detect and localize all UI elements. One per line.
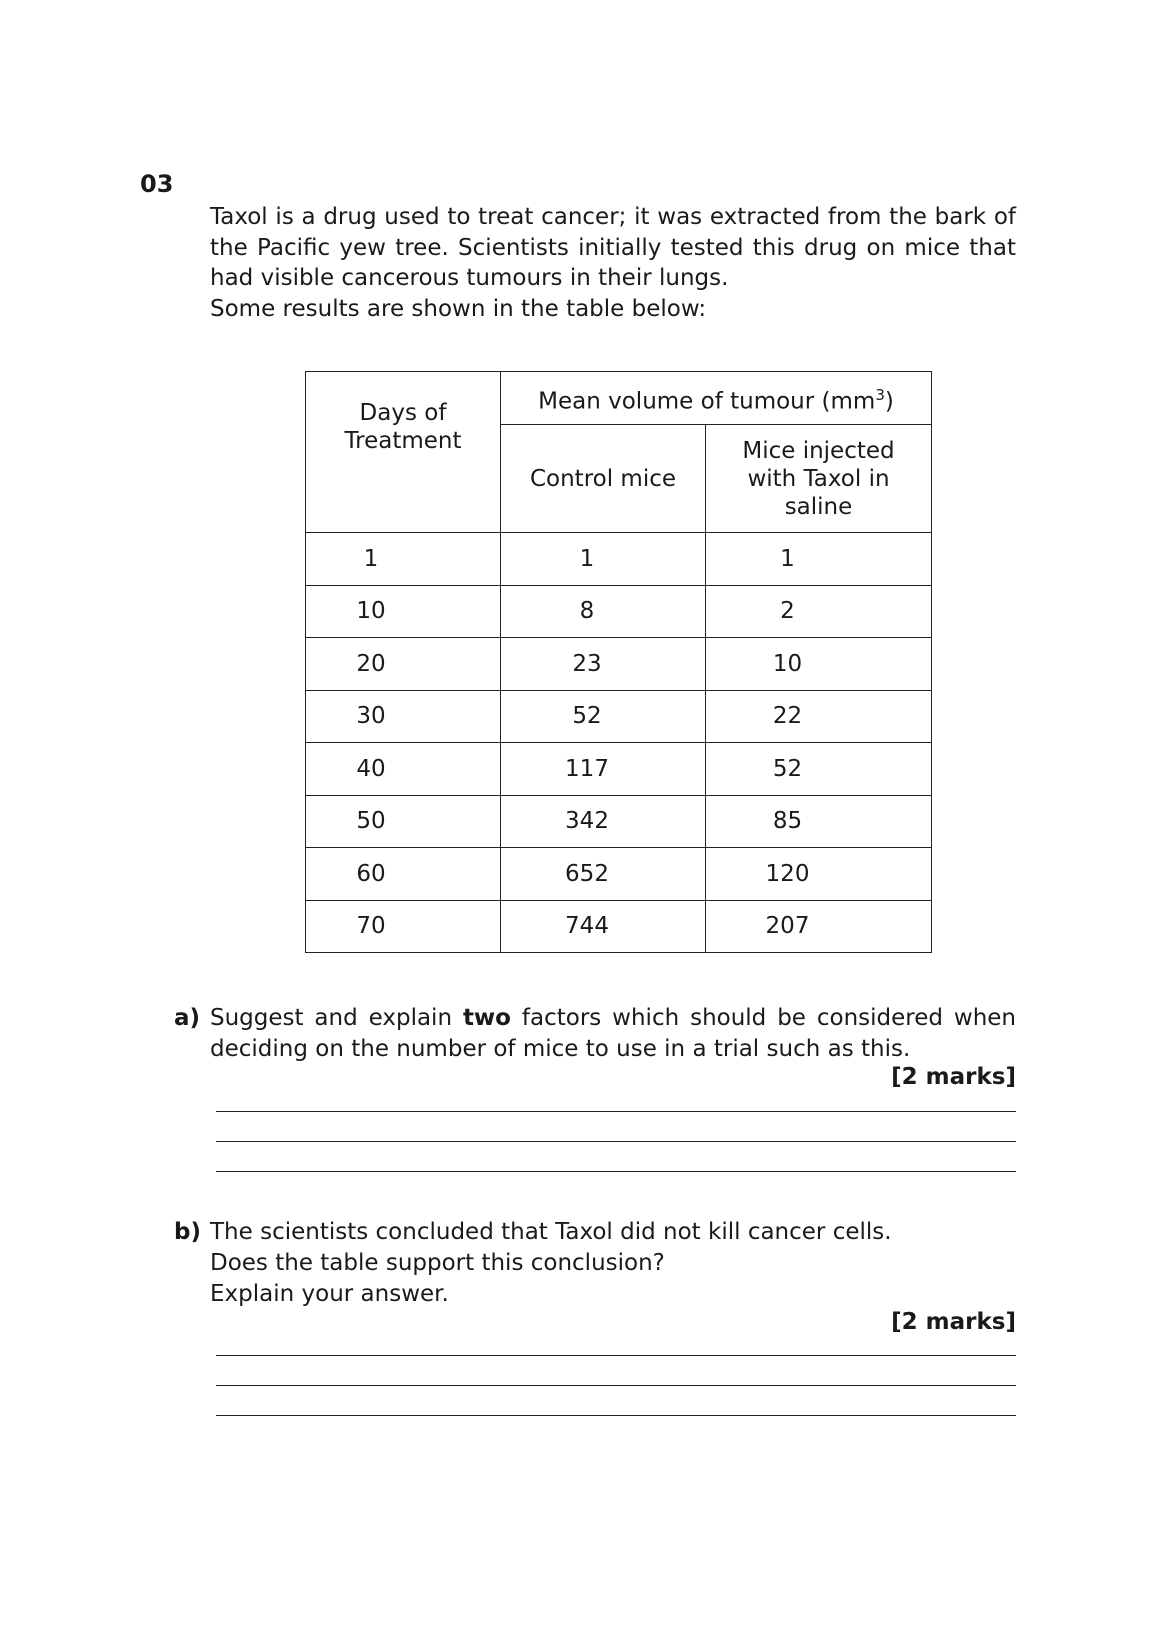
part-a-text-start: Suggest and explain <box>210 1005 463 1031</box>
part-a-label: a) <box>174 1005 201 1031</box>
table-row <box>306 795 932 848</box>
part-a-question <box>210 1003 1016 1065</box>
part-a-emphasis: two <box>462 1005 511 1031</box>
control-cell: 342 <box>501 795 706 848</box>
part-a-answer-line[interactable] <box>216 1111 1016 1112</box>
results-table <box>305 371 932 953</box>
mean-volume-header-close: ) <box>884 388 894 415</box>
table-row <box>306 533 932 586</box>
taxol-cell: 1 <box>706 533 932 586</box>
part-a-text-end: factors which should be considered when deciding on the number of mice to use in a trial such as this. <box>210 1005 1016 1062</box>
days-cell: 20 <box>306 638 501 691</box>
taxol-cell: 85 <box>706 795 932 848</box>
control-cell: 1 <box>501 533 706 586</box>
control-cell: 23 <box>501 638 706 691</box>
part-a <box>174 1003 1016 1065</box>
part-b <box>174 1217 1016 1310</box>
part-b-line: Explain your answer. <box>210 1281 449 1307</box>
mean-volume-header-superscript: 3 <box>875 385 885 404</box>
days-cell: 40 <box>306 743 501 796</box>
part-b-line: The scientists concluded that Taxol did not kill cancer cells. <box>210 1219 892 1245</box>
part-a-marks: [2 marks] <box>891 1064 1016 1090</box>
days-cell: 30 <box>306 690 501 743</box>
mean-volume-header <box>501 372 932 425</box>
taxol-mice-header: Mice injected with Taxol in saline <box>706 425 932 533</box>
part-b-marks: [2 marks] <box>891 1309 1016 1335</box>
table-row <box>306 585 932 638</box>
taxol-cell: 120 <box>706 848 932 901</box>
part-b-answer-line[interactable] <box>216 1355 1016 1356</box>
control-cell: 744 <box>501 900 706 953</box>
table-header-row <box>306 372 932 425</box>
days-cell: 1 <box>306 533 501 586</box>
part-b-answer-line[interactable] <box>216 1385 1016 1386</box>
intro-paragraph: Taxol is a drug used to treat cancer; it was extracted from the bark of the Pacific yew tree. Scientists initially tested this drug on mice that had visible cancerous tumours in their lungs. <box>210 204 1016 291</box>
control-cell: 117 <box>501 743 706 796</box>
part-b-line: Does the table support this conclusion? <box>210 1250 665 1276</box>
control-cell: 652 <box>501 848 706 901</box>
table-row <box>306 743 932 796</box>
part-b-label: b) <box>174 1219 201 1245</box>
taxol-cell: 52 <box>706 743 932 796</box>
intro-table-lead: Some results are shown in the table below: <box>210 295 707 322</box>
days-cell: 10 <box>306 585 501 638</box>
taxol-cell: 2 <box>706 585 932 638</box>
table-row <box>306 900 932 953</box>
days-cell: 50 <box>306 795 501 848</box>
table-row <box>306 638 932 691</box>
control-cell: 52 <box>501 690 706 743</box>
taxol-cell: 10 <box>706 638 932 691</box>
control-mice-header: Control mice <box>501 425 706 533</box>
table-row <box>306 848 932 901</box>
table-row <box>306 690 932 743</box>
part-b-answer-line[interactable] <box>216 1415 1016 1416</box>
days-of-treatment-header: Days of Treatment <box>306 372 501 533</box>
part-a-answer-line[interactable] <box>216 1171 1016 1172</box>
days-cell: 70 <box>306 900 501 953</box>
question-number: 03 <box>140 170 174 198</box>
mean-volume-header-text: Mean volume of tumour (mm <box>538 388 876 415</box>
control-cell: 8 <box>501 585 706 638</box>
days-cell: 60 <box>306 848 501 901</box>
question-intro <box>210 202 1016 324</box>
taxol-cell: 207 <box>706 900 932 953</box>
part-a-answer-line[interactable] <box>216 1141 1016 1142</box>
taxol-cell: 22 <box>706 690 932 743</box>
